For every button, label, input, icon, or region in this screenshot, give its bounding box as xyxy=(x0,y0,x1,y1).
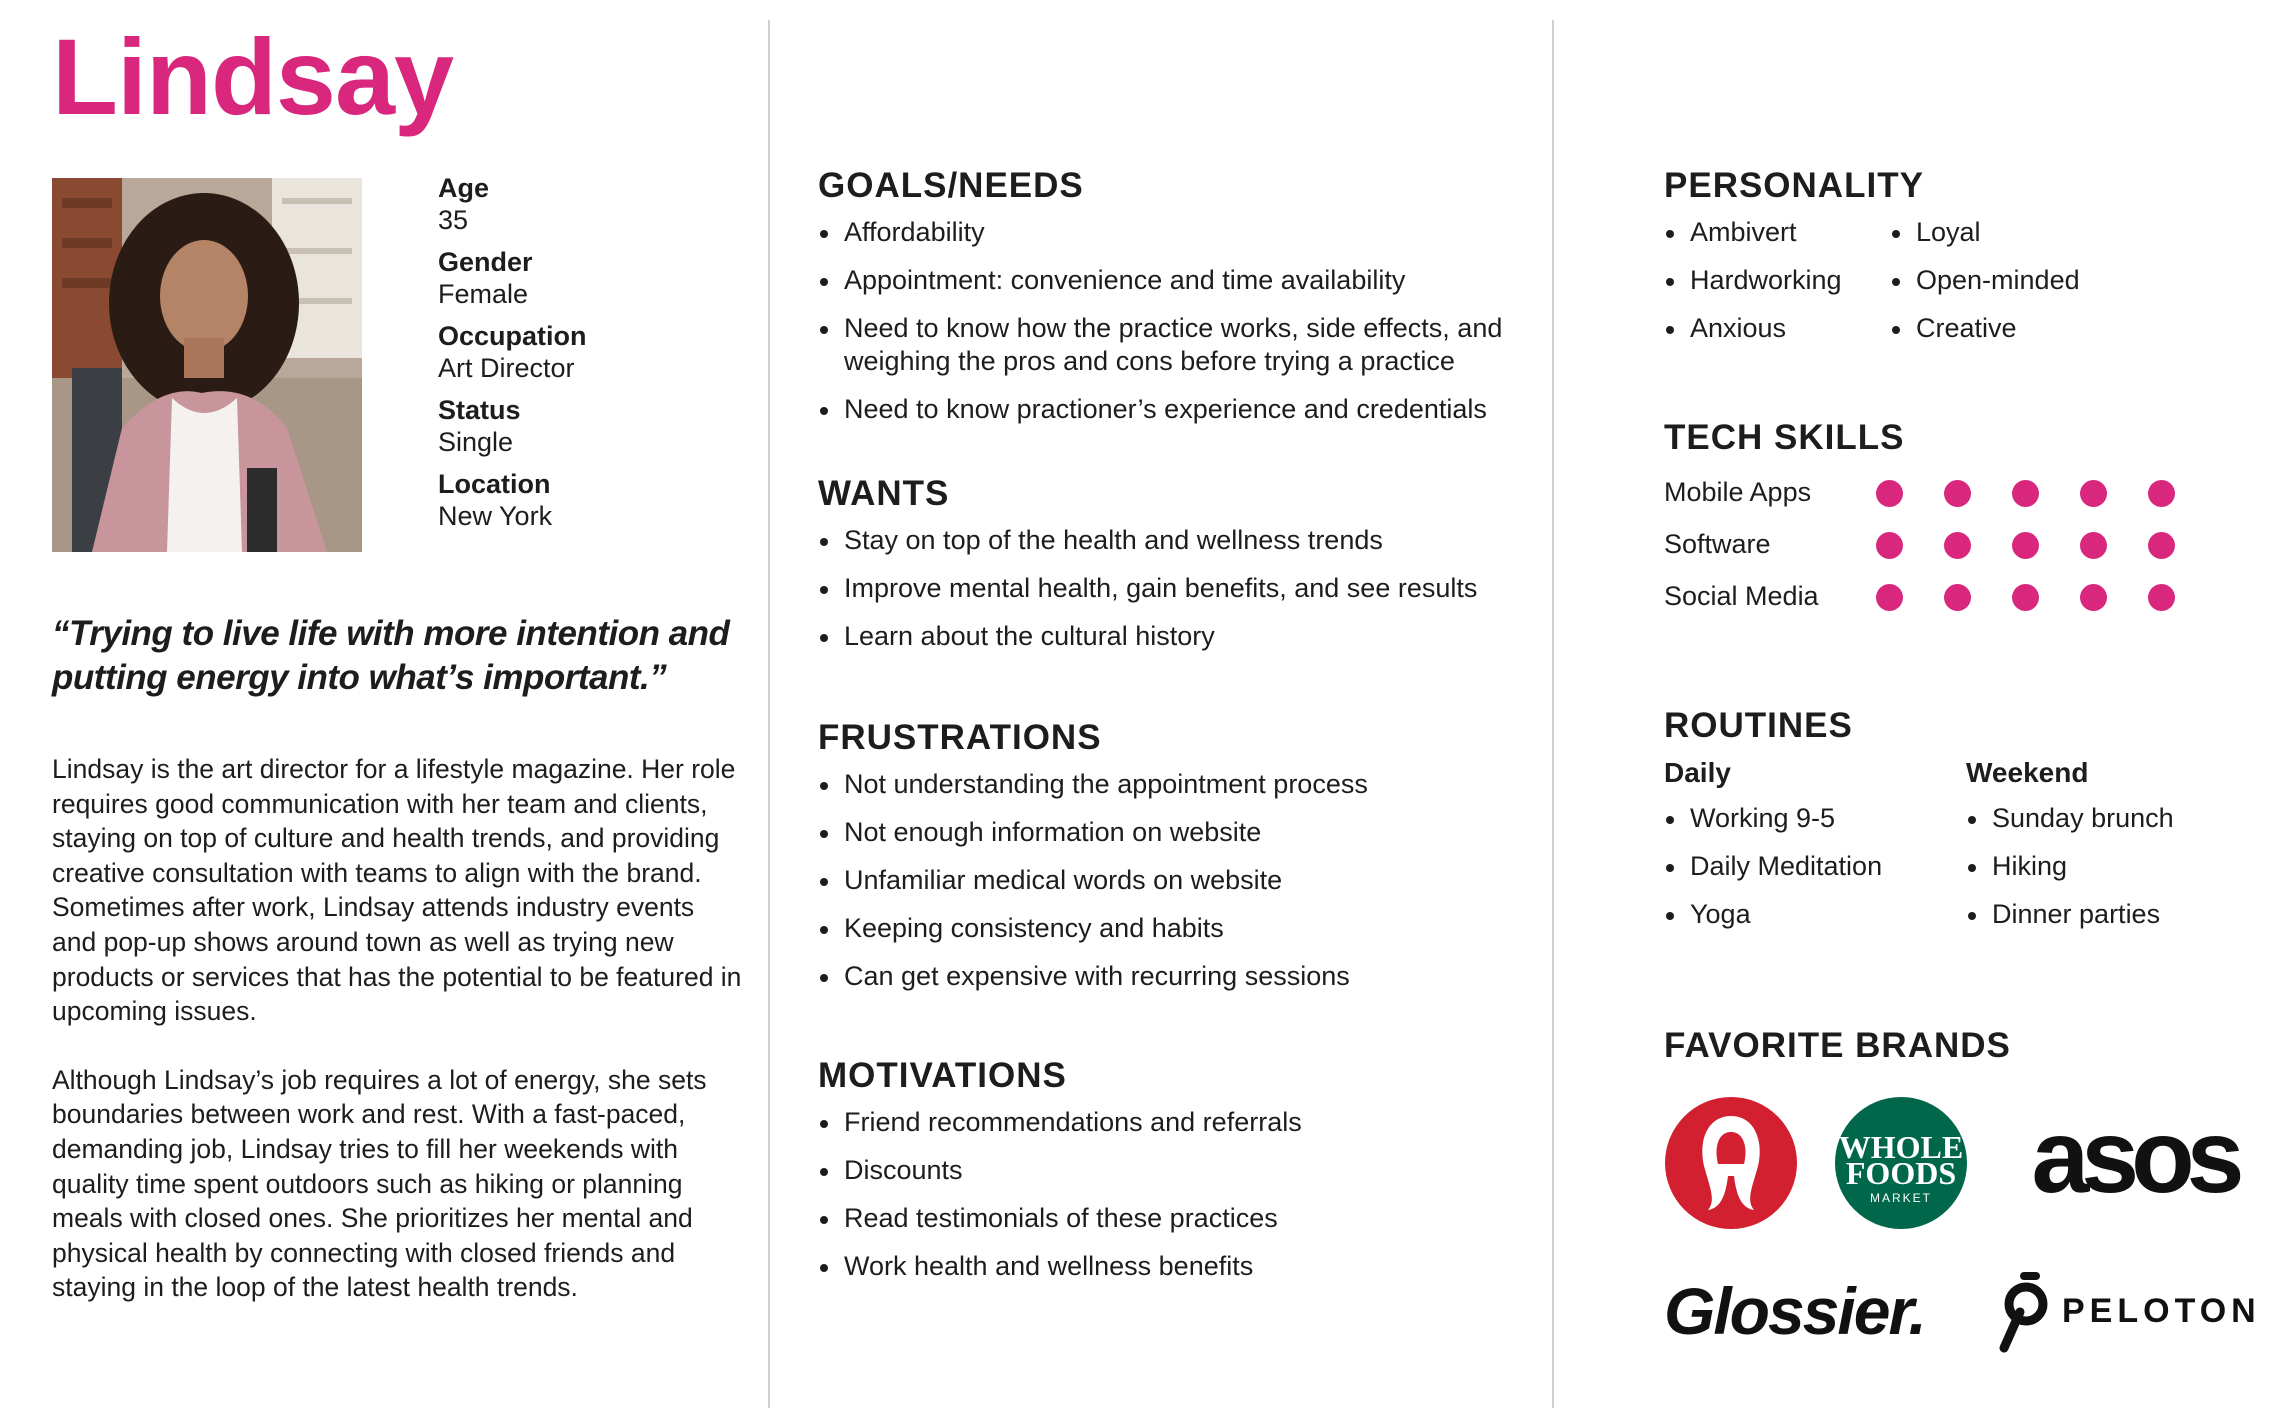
list-item: Keeping consistency and habits xyxy=(818,912,1538,945)
persona-name: Lindsay xyxy=(52,16,454,137)
skill-dot xyxy=(2080,532,2107,559)
column-divider xyxy=(768,20,770,1408)
persona-photo xyxy=(52,178,362,552)
skill-dot xyxy=(1944,480,1971,507)
list-item: Can get expensive with recurring sessions xyxy=(818,960,1538,993)
skill-dot xyxy=(2012,532,2039,559)
routines-section xyxy=(1664,706,2224,966)
section-title: MOTIVATIONS xyxy=(818,1056,1067,1095)
wants-section xyxy=(818,474,1538,668)
personality-list xyxy=(1890,216,2130,360)
routines-subtitle: Daily xyxy=(1664,757,1731,788)
routines-weekend-list xyxy=(1966,802,2226,931)
list-item: Dinner parties xyxy=(1966,898,2226,931)
section-title: FRUSTRATIONS xyxy=(818,718,1102,757)
skill-row xyxy=(1664,578,2224,614)
persona-bio xyxy=(52,752,742,1339)
section-title: PERSONALITY xyxy=(1664,166,1924,205)
list-item: Open-minded xyxy=(1890,264,2130,297)
fact-value: Female xyxy=(438,279,529,309)
list-item: Yoga xyxy=(1664,898,1954,931)
whole-foods-logo xyxy=(1834,1096,1968,1230)
skill-dot xyxy=(1944,584,1971,611)
column-divider xyxy=(1552,20,1554,1408)
list-item: Working 9-5 xyxy=(1664,802,1954,835)
fact-status xyxy=(438,394,718,458)
list-item: Unfamiliar medical words on website xyxy=(818,864,1538,897)
fact-label: Gender xyxy=(438,247,533,277)
brand-text: asos xyxy=(2031,1110,2237,1215)
brand-text: WHOLE xyxy=(1838,1129,1964,1165)
motivations-list xyxy=(818,1106,1538,1283)
list-item: Stay on top of the health and wellness trends xyxy=(818,524,1538,557)
lululemon-logo xyxy=(1664,1096,1798,1230)
list-item: Affordability xyxy=(818,216,1538,249)
fact-gender xyxy=(438,246,718,310)
skill-dot xyxy=(1876,480,1903,507)
persona-facts xyxy=(438,172,718,542)
list-item: Not understanding the appointment process xyxy=(818,768,1538,801)
skill-dot xyxy=(2148,532,2175,559)
section-title: TECH SKILLS xyxy=(1664,418,1905,457)
list-item: Loyal xyxy=(1890,216,2130,249)
section-title: ROUTINES xyxy=(1664,706,1853,745)
asos-logo xyxy=(2014,1110,2254,1220)
fact-age xyxy=(438,172,718,236)
fact-label: Location xyxy=(438,469,551,499)
routines-weekend xyxy=(1966,756,2226,946)
fact-value: Single xyxy=(438,427,514,457)
list-item: Hardworking xyxy=(1664,264,1884,297)
list-item: Creative xyxy=(1890,312,2130,345)
skill-dot xyxy=(2012,480,2039,507)
section-title: WANTS xyxy=(818,474,950,513)
routines-daily-list xyxy=(1664,802,1954,931)
skill-dot xyxy=(2080,584,2107,611)
glossier-logo xyxy=(1664,1266,1964,1356)
fact-value: New York xyxy=(438,501,553,531)
skill-dot xyxy=(2148,480,2175,507)
fact-value: 35 xyxy=(438,205,469,235)
brand-text: FOODS xyxy=(1845,1155,1957,1191)
skill-dot xyxy=(1944,532,1971,559)
list-item: Learn about the cultural history xyxy=(818,620,1538,653)
brand-text: Glossier. xyxy=(1664,1274,1925,1348)
list-item: Not enough information on website xyxy=(818,816,1538,849)
personality-section xyxy=(1664,166,2224,343)
fact-occupation xyxy=(438,320,718,384)
list-item: Hiking xyxy=(1966,850,2226,883)
skill-dot xyxy=(2012,584,2039,611)
fact-value: Art Director xyxy=(438,353,575,383)
peloton-icon xyxy=(2004,1276,2043,1348)
skill-dot xyxy=(1876,532,1903,559)
routines-daily xyxy=(1664,756,1954,946)
list-item: Read testimonials of these practices xyxy=(818,1202,1538,1235)
list-item: Discounts xyxy=(818,1154,1538,1187)
brand-text: MARKET xyxy=(1869,1191,1933,1205)
goals-list xyxy=(818,216,1538,426)
fact-location xyxy=(438,468,718,532)
section-title: GOALS/NEEDS xyxy=(818,166,1084,205)
persona-quote: “Trying to live life with more intention and putting energy into what’s important.” xyxy=(52,614,730,697)
routines-subtitle: Weekend xyxy=(1966,757,2089,788)
skill-label: Software xyxy=(1664,529,1771,559)
skill-dot xyxy=(1876,584,1903,611)
skill-row xyxy=(1664,474,2224,510)
list-item: Need to know practioner’s experience and credentials xyxy=(818,393,1538,426)
list-item: Work health and wellness benefits xyxy=(818,1250,1538,1283)
frustrations-section xyxy=(818,718,1538,1008)
skill-dot xyxy=(2080,480,2107,507)
fact-label: Occupation xyxy=(438,321,587,351)
skill-label: Mobile Apps xyxy=(1664,477,1812,507)
skill-row xyxy=(1664,526,2224,562)
brand-text: PELOTON xyxy=(2062,1292,2261,1330)
personality-list xyxy=(1664,216,1884,360)
list-item: Appointment: convenience and time availability xyxy=(818,264,1538,297)
frustrations-list xyxy=(818,768,1538,993)
goals-section xyxy=(818,166,1538,441)
bio-paragraph: Lindsay is the art director for a lifestyle magazine. Her role requires good communication with her team and clients, staying on top of culture and health trends, and providing creative consultation with teams to align with the brand. Sometimes after work, Lindsay attends industry events and pop-up shows around town as well as trying new products or services that has the potential to be featured in upcoming issues. xyxy=(52,754,742,1027)
fact-label: Age xyxy=(438,173,490,203)
peloton-logo xyxy=(1994,1268,2266,1358)
list-item: Sunday brunch xyxy=(1966,802,2226,835)
bio-paragraph: Although Lindsay’s job requires a lot of energy, she sets boundaries between work and rest. With a fast-paced, demanding job, Lindsay tries to fill her weekends with quality time spent outdoors such as hiking or planning meals with closed ones. She prioritizes her mental and physical health by connecting with closed friends and staying in the loop of the latest health trends. xyxy=(52,1064,707,1303)
list-item: Anxious xyxy=(1664,312,1884,345)
motivations-section xyxy=(818,1056,1538,1298)
list-item: Ambivert xyxy=(1664,216,1884,249)
list-item: Need to know how the practice works, side effects, and weighing the pros and cons before trying a practice xyxy=(818,312,1538,378)
skill-dot xyxy=(2148,584,2175,611)
list-item: Daily Meditation xyxy=(1664,850,1954,883)
wants-list xyxy=(818,524,1538,653)
list-item: Improve mental health, gain benefits, and see results xyxy=(818,572,1538,605)
tech-skills-section xyxy=(1664,418,2224,618)
section-title: FAVORITE BRANDS xyxy=(1664,1026,2011,1065)
skill-label: Social Media xyxy=(1664,581,1819,611)
fact-label: Status xyxy=(438,395,521,425)
list-item: Friend recommendations and referrals xyxy=(818,1106,1538,1139)
